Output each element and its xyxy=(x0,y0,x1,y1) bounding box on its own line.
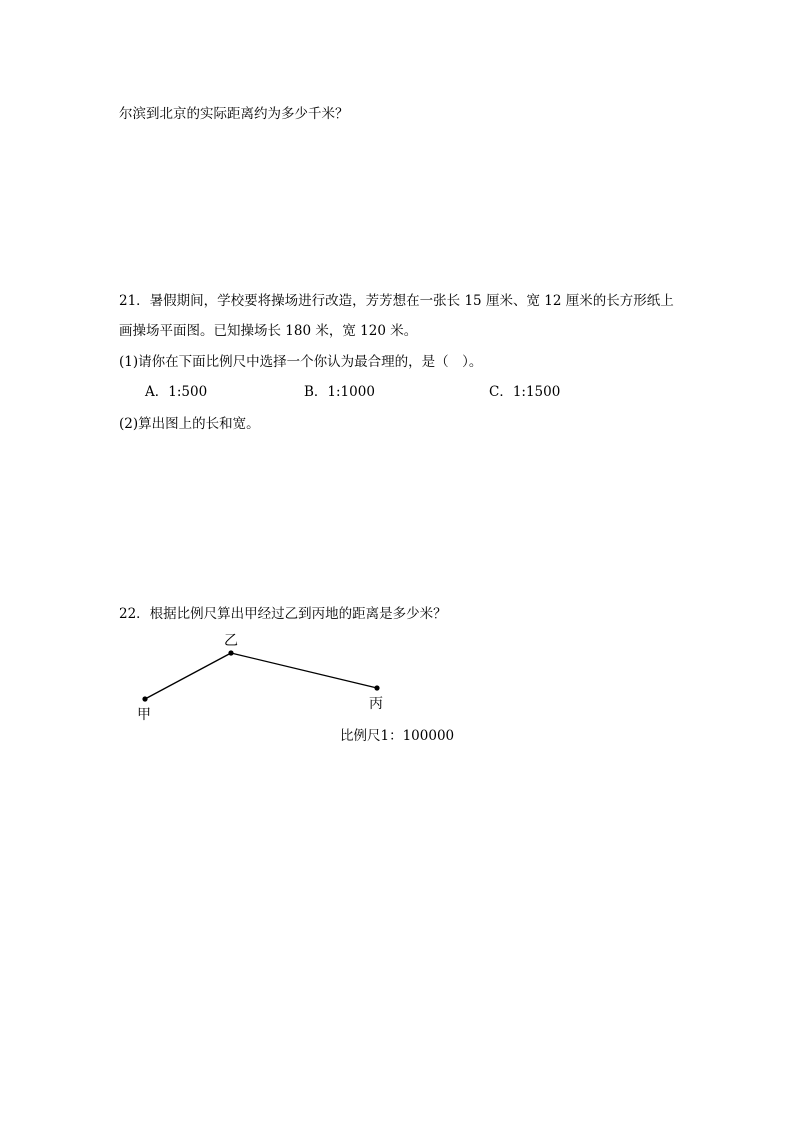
segment-jia-yi xyxy=(145,653,231,699)
point-bing-label: 丙 xyxy=(369,696,383,712)
q21-option-b: B．1:1000 xyxy=(304,384,375,400)
point-jia-dot xyxy=(142,696,147,701)
q21-option-c: C．1:1500 xyxy=(489,384,561,400)
prev-question-tail: 尔滨到北京的实际距离约为多少千米？ xyxy=(119,106,349,122)
point-jia-label: 甲 xyxy=(137,707,151,723)
scale-label: 比例尺1：100000 xyxy=(340,728,455,744)
point-yi-label: 乙 xyxy=(224,633,238,649)
q21-part-1: (1)请你在下面比例尺中选择一个你认为最合理的，是（ ）。 xyxy=(119,354,483,370)
q21-text-line-1: 21．暑假期间，学校要将操场进行改造，芳芳想在一张长 15 厘米、宽 12 厘米的长方形纸上 xyxy=(119,293,674,309)
q22-text: 22．根据比例尺算出甲经过乙到丙地的距离是多少米？ xyxy=(119,606,447,622)
point-yi-dot xyxy=(228,650,233,655)
q21-option-a: A．1:500 xyxy=(145,384,208,400)
route-diagram-svg xyxy=(130,630,400,730)
route-diagram xyxy=(130,630,400,730)
q21-part-2: (2)算出图上的长和宽。 xyxy=(119,416,260,432)
segment-yi-bing xyxy=(231,653,377,688)
q21-text-line-2: 画操场平面图。已知操场长 180 米，宽 120 米。 xyxy=(119,323,418,339)
point-bing-dot xyxy=(374,685,379,690)
